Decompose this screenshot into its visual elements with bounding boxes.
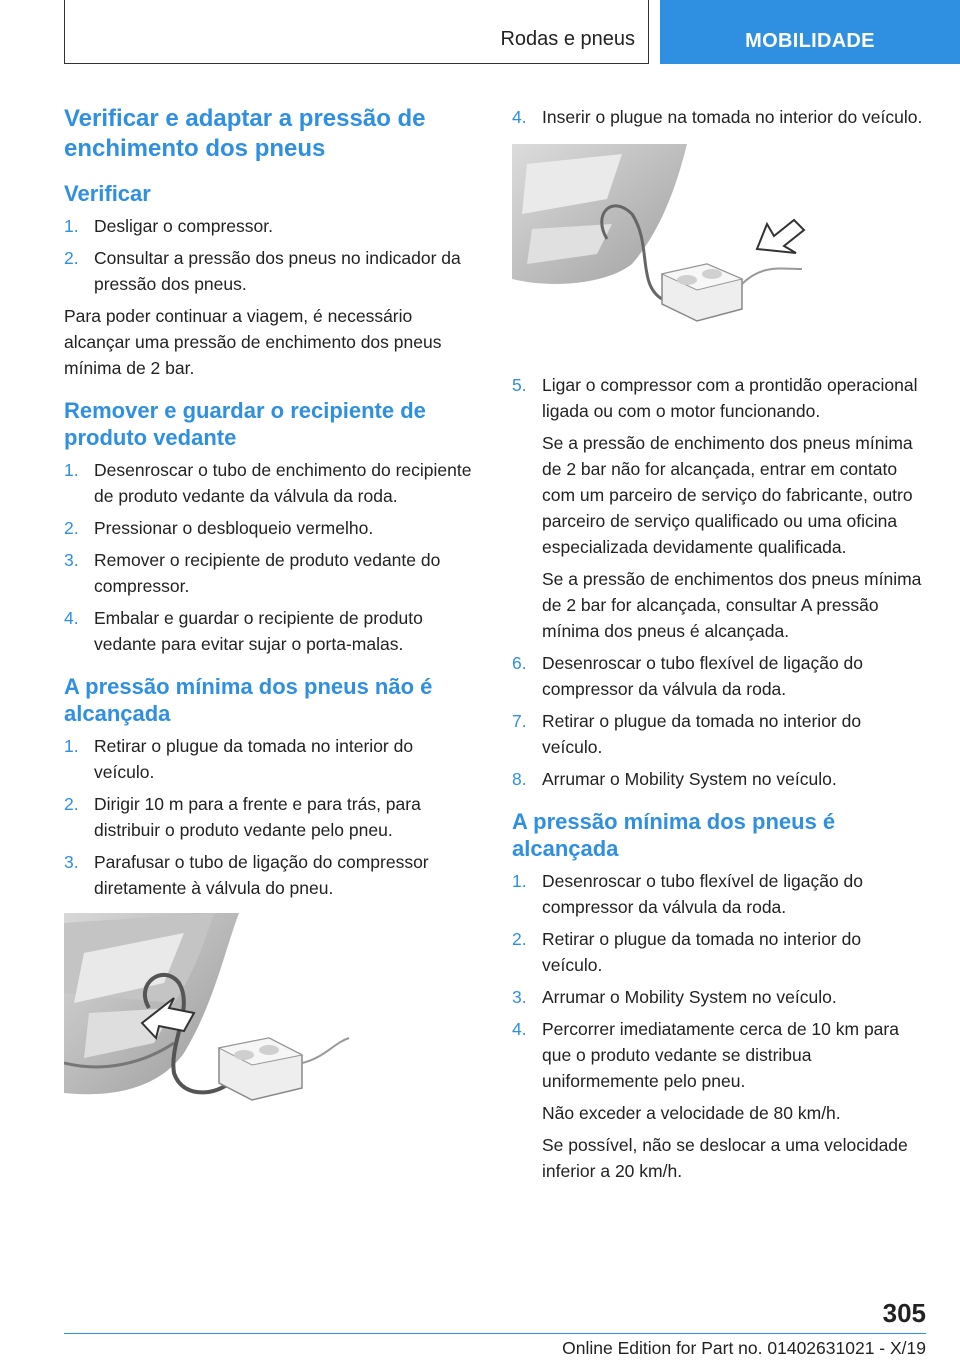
chapter-tab[interactable]: MOBILIDADE: [660, 0, 960, 64]
list-reached: [512, 868, 926, 1184]
heading-verificar: Verificar: [64, 181, 151, 206]
paragraph-min-pressure: Para poder continuar a viagem, é necessário alcançar uma pressão de enchimento dos pneus mínima de 2 bar.: [64, 306, 442, 378]
note-speed-max: Não exceder a velocidade de 80 km/h.: [542, 1103, 841, 1123]
list-item: 6. Desenroscar o tubo flexível de ligação do compressor da válvula da roda.: [512, 653, 864, 699]
plug-socket-image: [512, 144, 812, 344]
list-item: 2. Consultar a pressão dos pneus no indicador da pressão dos pneus.: [64, 248, 461, 294]
list-item: 4. Embalar e guardar o recipiente de produto vedante para evitar sujar o porta-malas.: [64, 608, 423, 654]
list-item: 3. Arrumar o Mobility System no veículo.: [512, 987, 837, 1007]
note-not-reached: Se a pressão de enchimento dos pneus mínima de 2 bar não for alcançada, entrar em contato com um parceiro de serviço do fabricante, outro parceiro de serviço qualificado ou uma oficina especializada devidamente qualificada.: [542, 433, 913, 557]
list-item: 2. Pressionar o desbloqueio vermelho.: [64, 518, 374, 538]
note-reached: Se a pressão de enchimentos dos pneus mínima de 2 bar for alcançada, consultar A pressão mínima dos pneus é alcançada.: [542, 569, 922, 641]
list-item: 7. Retirar o plugue da tomada no interior do veículo.: [512, 711, 862, 757]
heading-remover: Remover e guardar o recipiente de produto vedante: [64, 398, 426, 450]
list-item: 4. Inserir o plugue na tomada no interior do veículo.: [512, 107, 923, 127]
page-number: 305: [882, 1298, 926, 1328]
list-item: 4. Percorrer imediatamente cerca de 10 km para que o produto vedante se distribua uniformemente pelo pneu. Não exceder a velocidade de 80 km/h. Se possível, não se deslocar a uma velocidade inferior a 20 km/h.: [512, 1016, 926, 1184]
footer-divider: [64, 1333, 926, 1334]
list-item: 2. Dirigir 10 m para a frente e para trás, para distribuir o produto vedante pelo pneu.: [64, 794, 421, 840]
list-item: 3. Parafusar o tubo de ligação do compressor diretamente à válvula do pneu.: [64, 852, 429, 898]
right-column: [512, 104, 926, 1190]
list-item: 1. Desligar o compressor.: [64, 216, 273, 236]
heading-reached: A pressão mínima dos pneus é alcançada: [512, 809, 836, 861]
list-item: 3. Remover o recipiente de produto vedante do compressor.: [64, 550, 441, 596]
list-item: 5. Ligar o compressor com a prontidão operacional ligada ou com o motor funcionando. Se a pressão de enchimento dos pneus mínima de 2 bar não for alcançada, entrar em contato com um parceiro de serviço do fabricante, outro parceiro de serviço qualificado ou uma oficina especializada devidamente qualificada. Se a pressão de enchimentos dos pneus mínima de 2 bar for alcançada, consultar A pressão mínima dos pneus é alcançada.: [512, 372, 926, 644]
list-item: 1. Retirar o plugue da tomada no interior do veículo.: [64, 736, 414, 782]
note-speed-min: Se possível, não se deslocar a uma velocidade inferior a 20 km/h.: [542, 1135, 908, 1181]
left-column: [64, 104, 478, 1141]
heading-not-reached: A pressão mínima dos pneus não é alcançada: [64, 674, 433, 726]
list-not-reached: [64, 733, 478, 901]
compressor-valve-image: [64, 913, 364, 1123]
list-remover: [64, 457, 478, 657]
list-item: 1. Desenroscar o tubo de enchimento do recipiente de produto vedante da válvula da roda.: [64, 460, 472, 506]
list-continued-2: [512, 372, 926, 792]
page-title: Verificar e adaptar a pressão de enchimento dos pneus: [64, 105, 426, 162]
list-item: 2. Retirar o plugue da tomada no interior do veículo.: [512, 929, 862, 975]
list-verificar: [64, 213, 478, 297]
section-title: Rodas e pneus: [500, 28, 635, 50]
illustration-plug-socket: [512, 144, 812, 354]
footer-edition: Online Edition for Part no. 01402631021 - X/19: [562, 1338, 926, 1358]
illustration-compressor-to-valve: [64, 913, 364, 1123]
list-item: 8. Arrumar o Mobility System no veículo.: [512, 769, 837, 789]
list-continued: [512, 104, 926, 130]
list-item: 1. Desenroscar o tubo flexível de ligação do compressor da válvula da roda.: [512, 871, 864, 917]
